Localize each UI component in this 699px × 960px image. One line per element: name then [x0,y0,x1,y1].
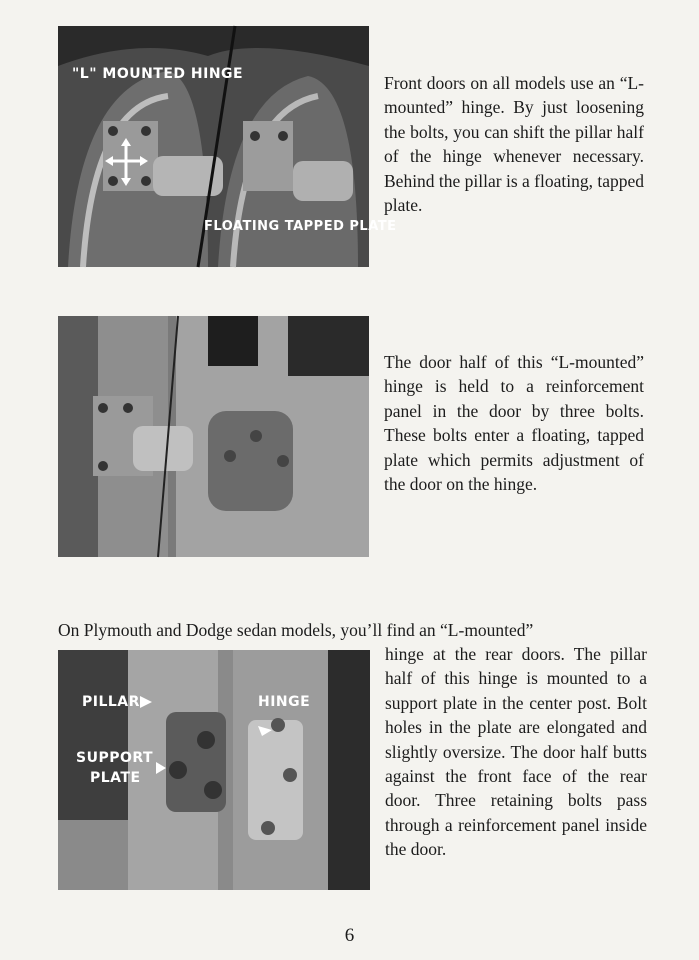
label-floating-tapped-plate: FLOATING TAPPED PLATE [204,219,397,234]
label-pillar: PILLAR [82,694,140,710]
paragraph-sedan-rest: hinge at the rear doors. The pillar half of this hinge is mounted to a support plate in the center post. Bolt holes in the plate are elongated and slightly oversize. The door half butts against the front face of the rear door. Three retaining bolts pass through a reinforcement panel inside the door. [385,644,647,860]
label-support: SUPPORT [76,750,154,766]
photo-door-half-hinge [58,316,369,557]
photo-rear-door-hinge [58,650,370,890]
label-plate: PLATE [90,770,141,786]
paragraph-sedan-lead: On Plymouth and Dodge sedan models, you’ll find an “L-mounted” [58,620,534,640]
paragraph-door-half: The door half of this “L-mounted” hinge is held to a reinforcement panel in the door by three bolts. These bolts enter a floating, tapped plate which permits adjustment of the door on the hinge. [384,352,644,495]
paragraph-front-doors: Front doors on all models use an “L-mounted” hinge. By just loosening the bolts, you can shift the pillar half of the hinge whenever necessary. Behind the pillar is a floating, tapped plate. [384,73,645,216]
label-l-mounted-hinge: "L" MOUNTED HINGE [72,66,244,82]
photo-l-mounted-hinge [58,26,397,267]
page-number: 6 [344,925,355,946]
label-hinge: HINGE [258,694,311,710]
